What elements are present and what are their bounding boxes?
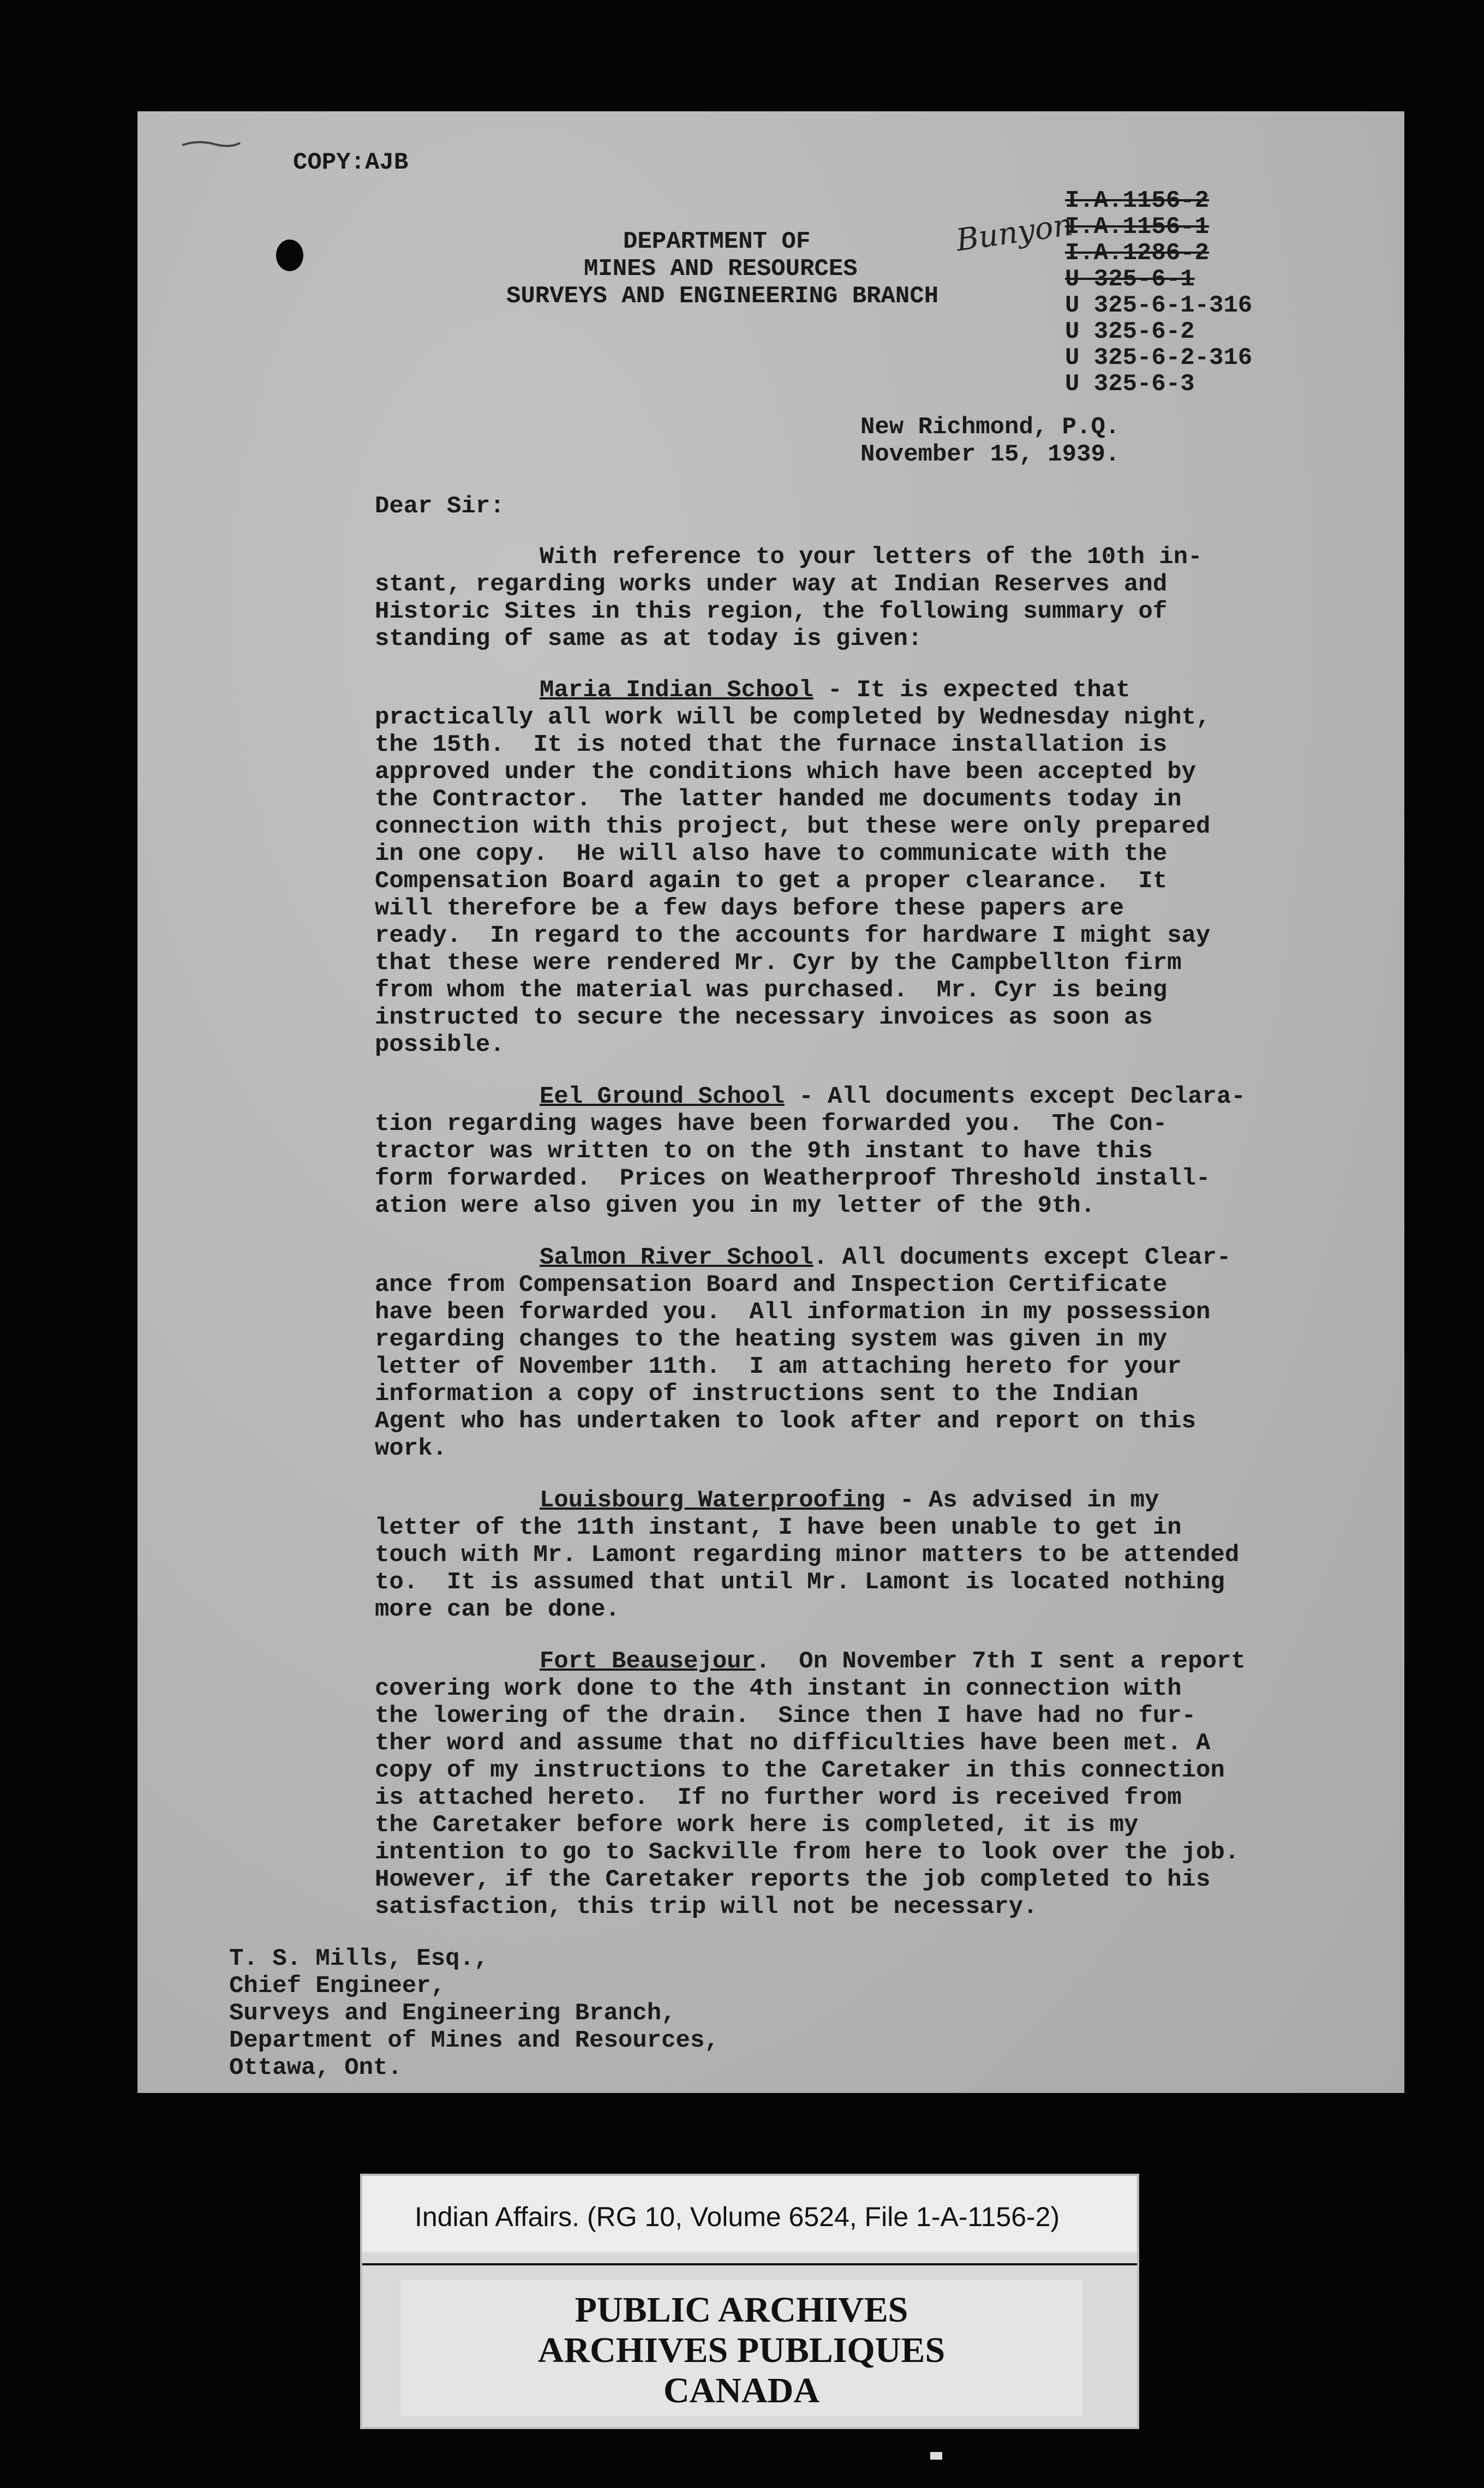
section-line: have been forwarded you. All information in my possession	[375, 1299, 1211, 1326]
section-line: more can be done.	[375, 1596, 620, 1623]
archive-label	[360, 2174, 1139, 2429]
film-mark	[930, 2452, 942, 2460]
archive-line: ARCHIVES PUBLIQUES	[537, 2330, 946, 2370]
archive-line: CANADA	[663, 2371, 819, 2411]
section-text: - It is expected that	[813, 677, 1130, 704]
handwritten-note: Bunyon	[954, 207, 1075, 259]
file-number-struck: U 325-6-1	[1065, 266, 1195, 293]
section-text: . All documents except Clear-	[813, 1244, 1231, 1271]
section-line: Agent who has undertaken to look after and report on this	[375, 1408, 1196, 1435]
intro-line: Historic Sites in this region, the following summary of	[375, 598, 1168, 625]
label-reference-strip	[362, 2176, 1137, 2252]
intro-line: stant, regarding works under way at Indian Reserves and	[375, 571, 1168, 598]
file-number-struck: I.A.1156-2	[1065, 187, 1210, 214]
section-line: However, if the Caretaker reports the job completed to his	[375, 1866, 1211, 1893]
section-line: the lowering of the drain. Since then I have had no fur-	[375, 1702, 1196, 1730]
section-line: ation were also given you in my letter of the 9th.	[375, 1192, 1096, 1219]
archive-reference: Indian Affairs. (RG 10, Volume 6524, File 1-A-1156-2)	[415, 2202, 1060, 2232]
section-line: the Contractor. The latter handed me documents today in	[375, 786, 1182, 813]
section-line: copy of my instructions to the Caretaker in this connection	[375, 1757, 1225, 1784]
section-first-line	[540, 1648, 1246, 1674]
salutation: Dear Sir:	[375, 493, 505, 520]
section-line: ready. In regard to the accounts for hardware I might say	[375, 922, 1211, 949]
addressee-line: Chief Engineer,	[229, 1972, 446, 2000]
file-number: U 325-6-3	[1065, 370, 1195, 398]
section-line: ther word and assume that no difficulties have been met. A	[375, 1730, 1211, 1757]
section-line: approved under the conditions which have been accepted by	[375, 758, 1196, 786]
section-line: intention to go to Sackville from here to look over the job.	[375, 1839, 1240, 1866]
section-line: regarding changes to the heating system was given in my	[375, 1326, 1168, 1353]
section-line: Compensation Board again to get a proper clearance. It	[375, 868, 1168, 895]
addressee-line: Department of Mines and Resources,	[229, 2027, 719, 2054]
section-line: tion regarding wages have been forwarded you. The Con-	[375, 1110, 1168, 1138]
section-line: information a copy of instructions sent to the Indian	[375, 1380, 1139, 1408]
section-line: that these were rendered Mr. Cyr by the Campbellton firm	[375, 949, 1182, 977]
section-line: to. It is assumed that until Mr. Lamont is located nothing	[375, 1569, 1225, 1596]
intro-line: standing of same as at today is given:	[375, 625, 923, 653]
addressee-line: T. S. Mills, Esq.,	[229, 1945, 489, 1972]
section-line: covering work done to the 4th instant in connection with	[375, 1675, 1182, 1702]
intro-line: With reference to your letters of the 10th in-	[540, 543, 1202, 571]
section-heading: Maria Indian School	[540, 677, 813, 704]
section-first-line	[540, 677, 1130, 703]
dateline-place: New Richmond, P.Q.	[860, 414, 1120, 441]
copy-mark: COPY:AJB	[293, 149, 409, 176]
section-text: . On November 7th I sent a report	[756, 1648, 1246, 1675]
department-line: MINES AND RESOURCES	[584, 255, 858, 283]
section-line: in one copy. He will also have to communicate with the	[375, 840, 1168, 868]
section-line: will therefore be a few days before these papers are	[375, 895, 1124, 922]
archive-stamp	[400, 2280, 1082, 2416]
file-number-struck: I.A.1286-2	[1065, 240, 1210, 267]
section-line: practically all work will be completed by Wednesday night,	[375, 704, 1211, 731]
addressee-line: Surveys and Engineering Branch,	[229, 2000, 676, 2027]
section-line: tractor was written to on the 9th instant to have this	[375, 1138, 1153, 1165]
section-line: possible.	[375, 1031, 505, 1058]
section-heading: Eel Ground School	[540, 1083, 785, 1110]
section-line: the Caretaker before work here is completed, it is my	[375, 1811, 1139, 1839]
archive-line: PUBLIC ARCHIVES	[575, 2290, 908, 2330]
pen-mark	[181, 139, 241, 149]
punch-hole	[276, 240, 303, 271]
section-line: from whom the material was purchased. Mr. Cyr is being	[375, 977, 1168, 1004]
section-line: instructed to secure the necessary invoices as soon as	[375, 1004, 1153, 1031]
section-text: - All documents except Declara-	[784, 1083, 1246, 1110]
file-number-block	[1065, 188, 1252, 397]
section-first-line	[540, 1487, 1159, 1514]
section-first-line	[540, 1245, 1231, 1271]
department-line: DEPARTMENT OF	[623, 228, 811, 255]
section-heading: Salmon River School	[540, 1244, 813, 1271]
addressee-line: Ottawa, Ont.	[229, 2054, 402, 2082]
file-number: U 325-6-1-316	[1065, 292, 1253, 319]
section-line: letter of November 11th. I am attaching hereto for your	[375, 1353, 1182, 1380]
file-number: U 325-6-2-316	[1065, 344, 1253, 372]
section-heading: Fort Beausejour	[540, 1648, 756, 1675]
section-line: letter of the 11th instant, I have been unable to get in	[375, 1514, 1182, 1541]
section-text: - As advised in my	[885, 1487, 1159, 1514]
section-first-line	[540, 1084, 1246, 1110]
letter-page	[137, 111, 1404, 2093]
section-line: the 15th. It is noted that the furnace installation is	[375, 731, 1168, 758]
section-line: touch with Mr. Lamont regarding minor matters to be attended	[375, 1541, 1240, 1569]
section-line: is attached hereto. If no further word is received from	[375, 1784, 1182, 1811]
section-line: satisfaction, this trip will not be necessary.	[375, 1893, 1038, 1921]
section-line: connection with this project, but these were only prepared	[375, 813, 1211, 840]
section-line: form forwarded. Prices on Weatherproof Threshold install-	[375, 1165, 1211, 1192]
file-number: U 325-6-2	[1065, 318, 1195, 345]
section-line: work.	[375, 1435, 447, 1462]
label-divider	[362, 2263, 1137, 2265]
section-heading: Louisbourg Waterproofing	[540, 1487, 885, 1514]
department-line: SURVEYS AND ENGINEERING BRANCH	[506, 283, 939, 310]
section-line: ance from Compensation Board and Inspection Certificate	[375, 1271, 1168, 1299]
dateline-date: November 15, 1939.	[860, 441, 1120, 468]
file-number-struck: I.A.1156-1	[1065, 213, 1210, 241]
